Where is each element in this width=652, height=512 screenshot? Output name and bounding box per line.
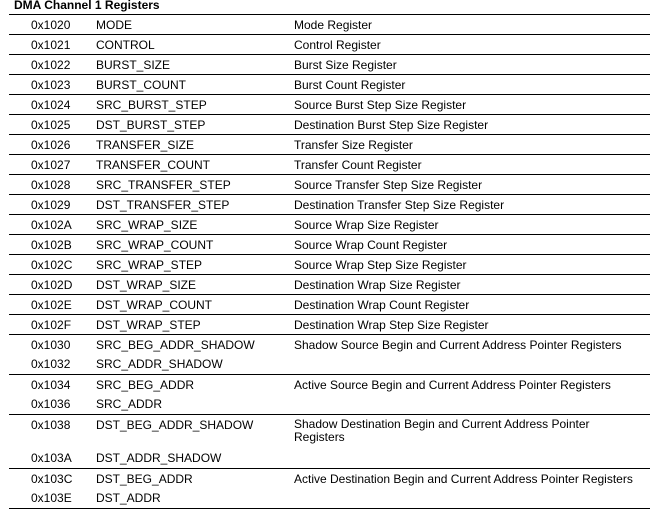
- register-address: 0x1025: [9, 115, 96, 135]
- register-name: SRC_ADDR_SHADOW: [96, 356, 223, 371]
- table-row: [9, 195, 650, 215]
- register-address: 0x102B: [9, 235, 96, 255]
- register-address: 0x1020: [9, 15, 96, 35]
- register-description: [294, 449, 650, 469]
- table-row: [9, 295, 650, 315]
- register-description: Destination Burst Step Size Register: [294, 115, 650, 135]
- register-description: Transfer Size Register: [294, 135, 650, 155]
- register-name: DST_ADDR_SHADOW: [96, 450, 222, 465]
- table-row: [9, 135, 650, 155]
- register-address: 0x1026: [9, 135, 96, 155]
- register-description: Destination Transfer Step Size Register: [294, 195, 650, 215]
- register-name: SRC_BEG_ADDR: [96, 375, 294, 395]
- register-name: DST_BEG_ADDR_SHADOW: [96, 415, 294, 449]
- table-row: [9, 95, 650, 115]
- table-row: [9, 115, 650, 135]
- register-description: Mode Register: [294, 15, 650, 35]
- register-description: Shadow Source Begin and Current Address Pointer Registers: [294, 335, 650, 355]
- register-address: 0x1038: [9, 415, 96, 449]
- table-row: [9, 469, 650, 489]
- register-name: SRC_BURST_STEP: [96, 95, 294, 115]
- register-address: 0x1022: [9, 55, 96, 75]
- register-address: 0x1023: [9, 75, 96, 95]
- register-description: [294, 395, 650, 415]
- register-address: 0x102F: [9, 315, 96, 335]
- register-name: MODE: [96, 15, 294, 35]
- table-row: [9, 35, 650, 55]
- register-name: DST_WRAP_STEP: [96, 315, 294, 335]
- register-address: 0x103E: [9, 489, 96, 509]
- register-name: DST_WRAP_COUNT: [96, 295, 294, 315]
- register-description: Transfer Count Register: [294, 155, 650, 175]
- register-address: 0x1030: [9, 335, 96, 355]
- register-description: [294, 415, 650, 449]
- register-description: Burst Count Register: [294, 75, 650, 95]
- register-address: 0x103C: [9, 469, 96, 489]
- register-description: Active Source Begin and Current Address Pointer Registers: [294, 375, 650, 395]
- register-description: [294, 489, 650, 509]
- table-row: [9, 175, 650, 195]
- table-row: [9, 215, 650, 235]
- table-row: [9, 155, 650, 175]
- table-row: [9, 15, 650, 35]
- register-address: 0x1032: [31, 356, 71, 371]
- register-name: DST_BEG_ADDR: [96, 469, 294, 489]
- register-table: [9, 14, 650, 509]
- register-name: SRC_WRAP_SIZE: [96, 215, 294, 235]
- table-row: [9, 375, 650, 395]
- register-address: 0x1034: [9, 375, 96, 395]
- register-address: 0x103A: [31, 450, 72, 465]
- table-row: [9, 335, 650, 355]
- register-address: 0x1021: [9, 35, 96, 55]
- register-description: Source Wrap Count Register: [294, 235, 650, 255]
- register-description: Active Destination Begin and Current Address Pointer Registers: [294, 469, 650, 489]
- register-description: Source Burst Step Size Register: [294, 95, 650, 115]
- register-address: 0x102A: [9, 215, 96, 235]
- table-row: [9, 355, 650, 375]
- table-row: [9, 489, 650, 509]
- register-address: 0x1036: [31, 396, 71, 411]
- table-row: [9, 395, 650, 415]
- register-name: TRANSFER_COUNT: [96, 155, 294, 175]
- register-address: 0x1024: [9, 95, 96, 115]
- register-description: Source Wrap Size Register: [294, 215, 650, 235]
- table-row: [9, 275, 650, 295]
- table-row: [9, 449, 650, 469]
- table-row: [9, 315, 650, 335]
- register-address: 0x1028: [9, 175, 96, 195]
- register-description: Burst Size Register: [294, 55, 650, 75]
- table-row: [9, 235, 650, 255]
- table-row: [9, 75, 650, 95]
- register-name: SRC_BEG_ADDR_SHADOW: [96, 335, 294, 355]
- register-description: Source Transfer Step Size Register: [294, 175, 650, 195]
- register-name: DST_BURST_STEP: [96, 115, 294, 135]
- register-address: 0x102D: [9, 275, 96, 295]
- register-address: 0x1027: [9, 155, 96, 175]
- register-description: Control Register: [294, 35, 650, 55]
- register-description: Destination Wrap Size Register: [294, 275, 650, 295]
- register-name: BURST_COUNT: [96, 75, 294, 95]
- register-name: SRC_WRAP_STEP: [96, 255, 294, 275]
- register-address: 0x1029: [9, 195, 96, 215]
- register-name: CONTROL: [96, 35, 294, 55]
- register-name: DST_WRAP_SIZE: [96, 275, 294, 295]
- register-name: SRC_WRAP_COUNT: [96, 235, 294, 255]
- table-row: [9, 415, 650, 449]
- register-name: DST_TRANSFER_STEP: [96, 195, 294, 215]
- register-name: TRANSFER_SIZE: [96, 135, 294, 155]
- register-name: DST_ADDR: [96, 489, 294, 509]
- register-description: [294, 355, 650, 375]
- register-description: Destination Wrap Step Size Register: [294, 315, 650, 335]
- page-title: DMA Channel 1 Registers: [14, 0, 160, 12]
- register-name: BURST_SIZE: [96, 55, 294, 75]
- table-row: [9, 255, 650, 275]
- register-description: Destination Wrap Count Register: [294, 295, 650, 315]
- register-name: SRC_TRANSFER_STEP: [96, 175, 294, 195]
- register-description-text: Shadow Destination Begin and Current Address Pointer Registers: [294, 417, 590, 444]
- register-name: SRC_ADDR: [96, 396, 163, 411]
- table-row: [9, 55, 650, 75]
- register-description: Source Wrap Step Size Register: [294, 255, 650, 275]
- register-address: 0x102C: [9, 255, 96, 275]
- register-address: 0x102E: [9, 295, 96, 315]
